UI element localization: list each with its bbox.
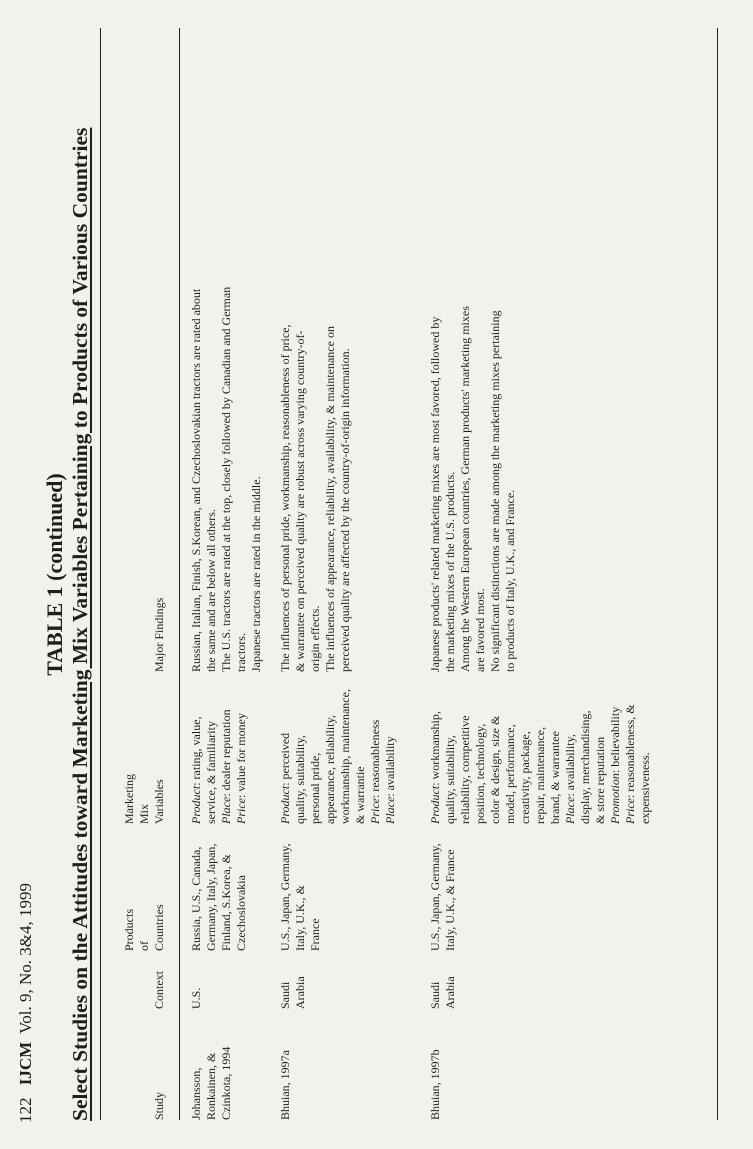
- row-2-findings: The influences of personal pride, workmanship, reasonableness of price, & warrantee on perceived quality are robust across varying country-of- origin effects. The influences of appearance, reliability, availability, & maintenance on perceived quality are affected by the country-of-origin information.: [278, 324, 352, 672]
- row-1-context: U.S.: [189, 987, 203, 1009]
- row-1-study: Johansson, Ronkainen, & Czinkota, 1994: [189, 1046, 233, 1120]
- row-3-findings: Japanese products' related marketing mixes are most favored, followed by the marketing mixes of the U.S. products. Among the Western European countries, German products' marketing mixes are favored most. No significant distinctions are made among the marketing mixes pertaining to products of Italy, U.K., and France.: [428, 306, 517, 672]
- row-2-context: Saudi Arabia: [278, 976, 307, 1009]
- table-header-rule: [179, 28, 180, 1120]
- header-marketing-mix-variables: Marketing Mix Variables: [122, 774, 166, 824]
- row-2-products: U.S., Japan, Germany, Italy, U.K., & France: [278, 843, 322, 951]
- page-number: 122: [16, 1097, 35, 1123]
- journal-issue: Vol. 9, No. 3&4, 1999: [16, 883, 35, 1034]
- row-3-context: Saudi Arabia: [428, 976, 457, 1009]
- row-3-study: Bhuian, 1997b: [428, 1049, 442, 1120]
- table-top-rule: [100, 28, 101, 1120]
- row-1-findings: Russian, Italian, Finish, S.Korean, and Czechoslovakian tractors are rated about the same and are below all others. The U.S. tractors are rated at the top, closely followed by Canadian and German tractors. Japanese tractors are rated in the middle.: [189, 286, 263, 672]
- row-2-study: Bhuian, 1997a: [278, 1050, 292, 1120]
- row-1-marketing-mix: Product: rating, value, service, & familiarity Place: dealer reputation Price: value for money: [189, 709, 248, 824]
- row-2-marketing-mix: Product: perceived quality, suitability, personal pride, appearance, reliability, workmanship, maintenance, & warrantie Price: reasonableness Place: availability: [278, 689, 397, 824]
- header-major-findings: Major Findings: [152, 597, 166, 672]
- table-title: TABLE 1 (continued): [42, 473, 67, 676]
- header-study: Study: [152, 1091, 166, 1120]
- row-1-products: Russia, U.S., Canada, Germany, Italy, Japan, Finland, S.Korea, & Czechoslovakia: [189, 843, 248, 951]
- running-head: [16, 883, 36, 1123]
- row-3-products: U.S., Japan, Germany, Italy, U.K., & France: [428, 843, 457, 951]
- row-3-marketing-mix: Product: workmanship, quality, suitability, reliability, competitive position, technology, color & design, size & model, performance, creativity, package, repair, maintenance, brand, & warrantee Place: availability, display, merchandising, & store reputation Promotion: believability Price: reasonableness, & expensiveness.: [428, 704, 652, 824]
- journal-abbreviation: IJCM: [16, 1041, 35, 1086]
- header-products-of-countries: Products of Countries: [122, 904, 166, 951]
- header-context: Context: [152, 971, 166, 1009]
- table-bottom-rule: [717, 28, 718, 1120]
- table-caption: Select Studies on the Attitudes toward Marketing Mix Variables Pertaining to Products of Various Countries: [68, 127, 92, 1121]
